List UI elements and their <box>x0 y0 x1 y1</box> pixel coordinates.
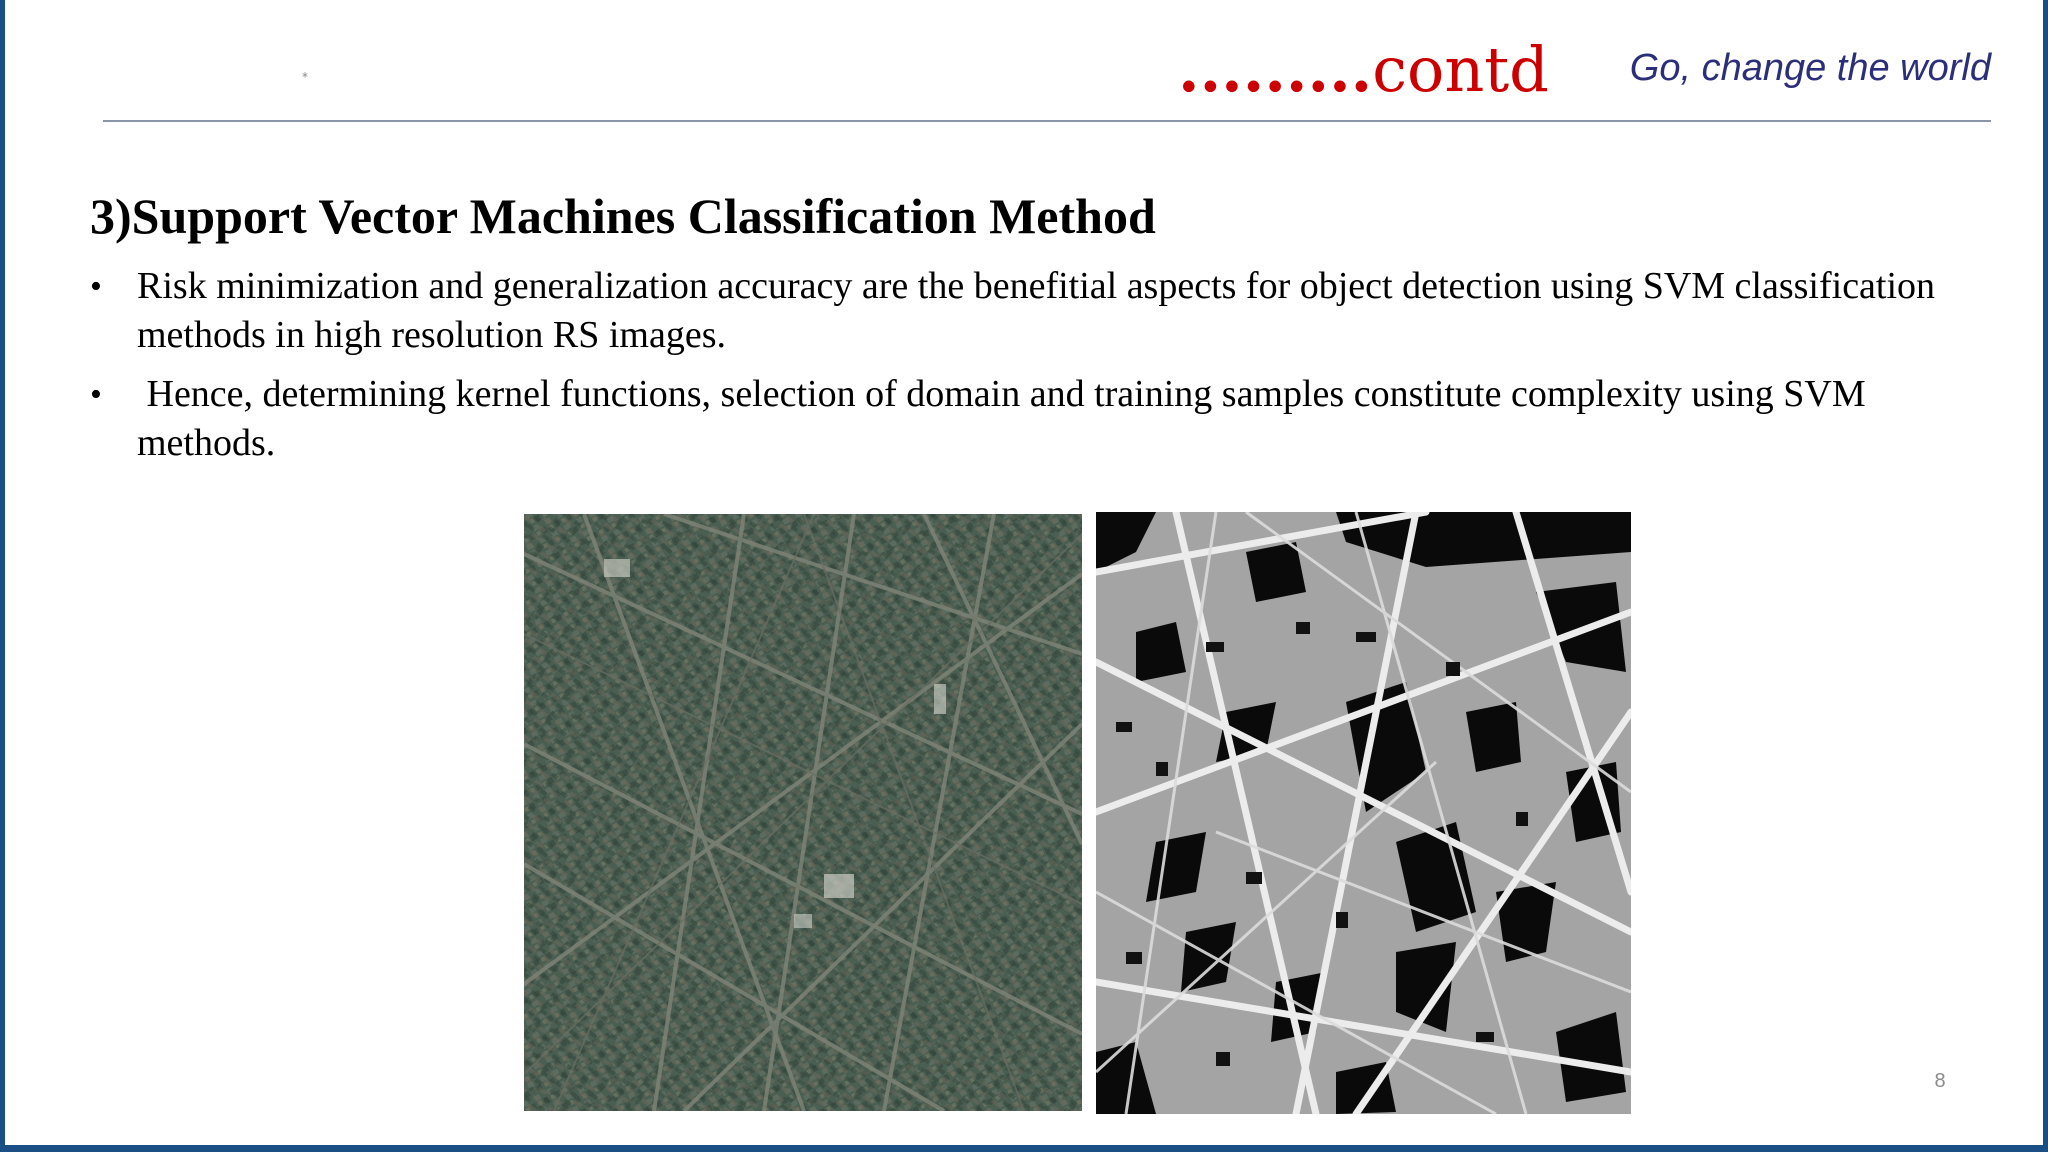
bullet-symbol: • <box>90 376 102 413</box>
bullet-item <box>90 370 1940 468</box>
slide-frame-right <box>2043 0 2048 1152</box>
bullet-item <box>90 262 1945 360</box>
header-mark: * <box>302 70 308 84</box>
slide-heading: 3)Support Vector Machines Classification Method <box>90 188 1156 244</box>
contd-dots: ......... <box>1178 33 1373 106</box>
bullet-text: Hence, determining kernel functions, selection of domain and training samples constitute complexity using SVM methods. <box>137 373 1876 464</box>
header-divider <box>103 120 1991 122</box>
bullet-list <box>90 262 1945 478</box>
slide-frame-left <box>0 0 5 1152</box>
bullet-text: Risk minimization and generalization accuracy are the benefitial aspects for object detection using SVM classification methods in high resolution RS images. <box>137 265 1945 356</box>
aerial-image <box>524 514 1082 1111</box>
contd-word: contd <box>1372 33 1549 106</box>
bullet-symbol: • <box>90 268 102 305</box>
contd-label <box>1178 30 1549 110</box>
slide-frame-bottom <box>0 1145 2048 1152</box>
page-number: 8 <box>1934 1070 1946 1092</box>
tagline: Go, change the world <box>1629 47 1991 89</box>
classification-map-image <box>1096 512 1631 1114</box>
